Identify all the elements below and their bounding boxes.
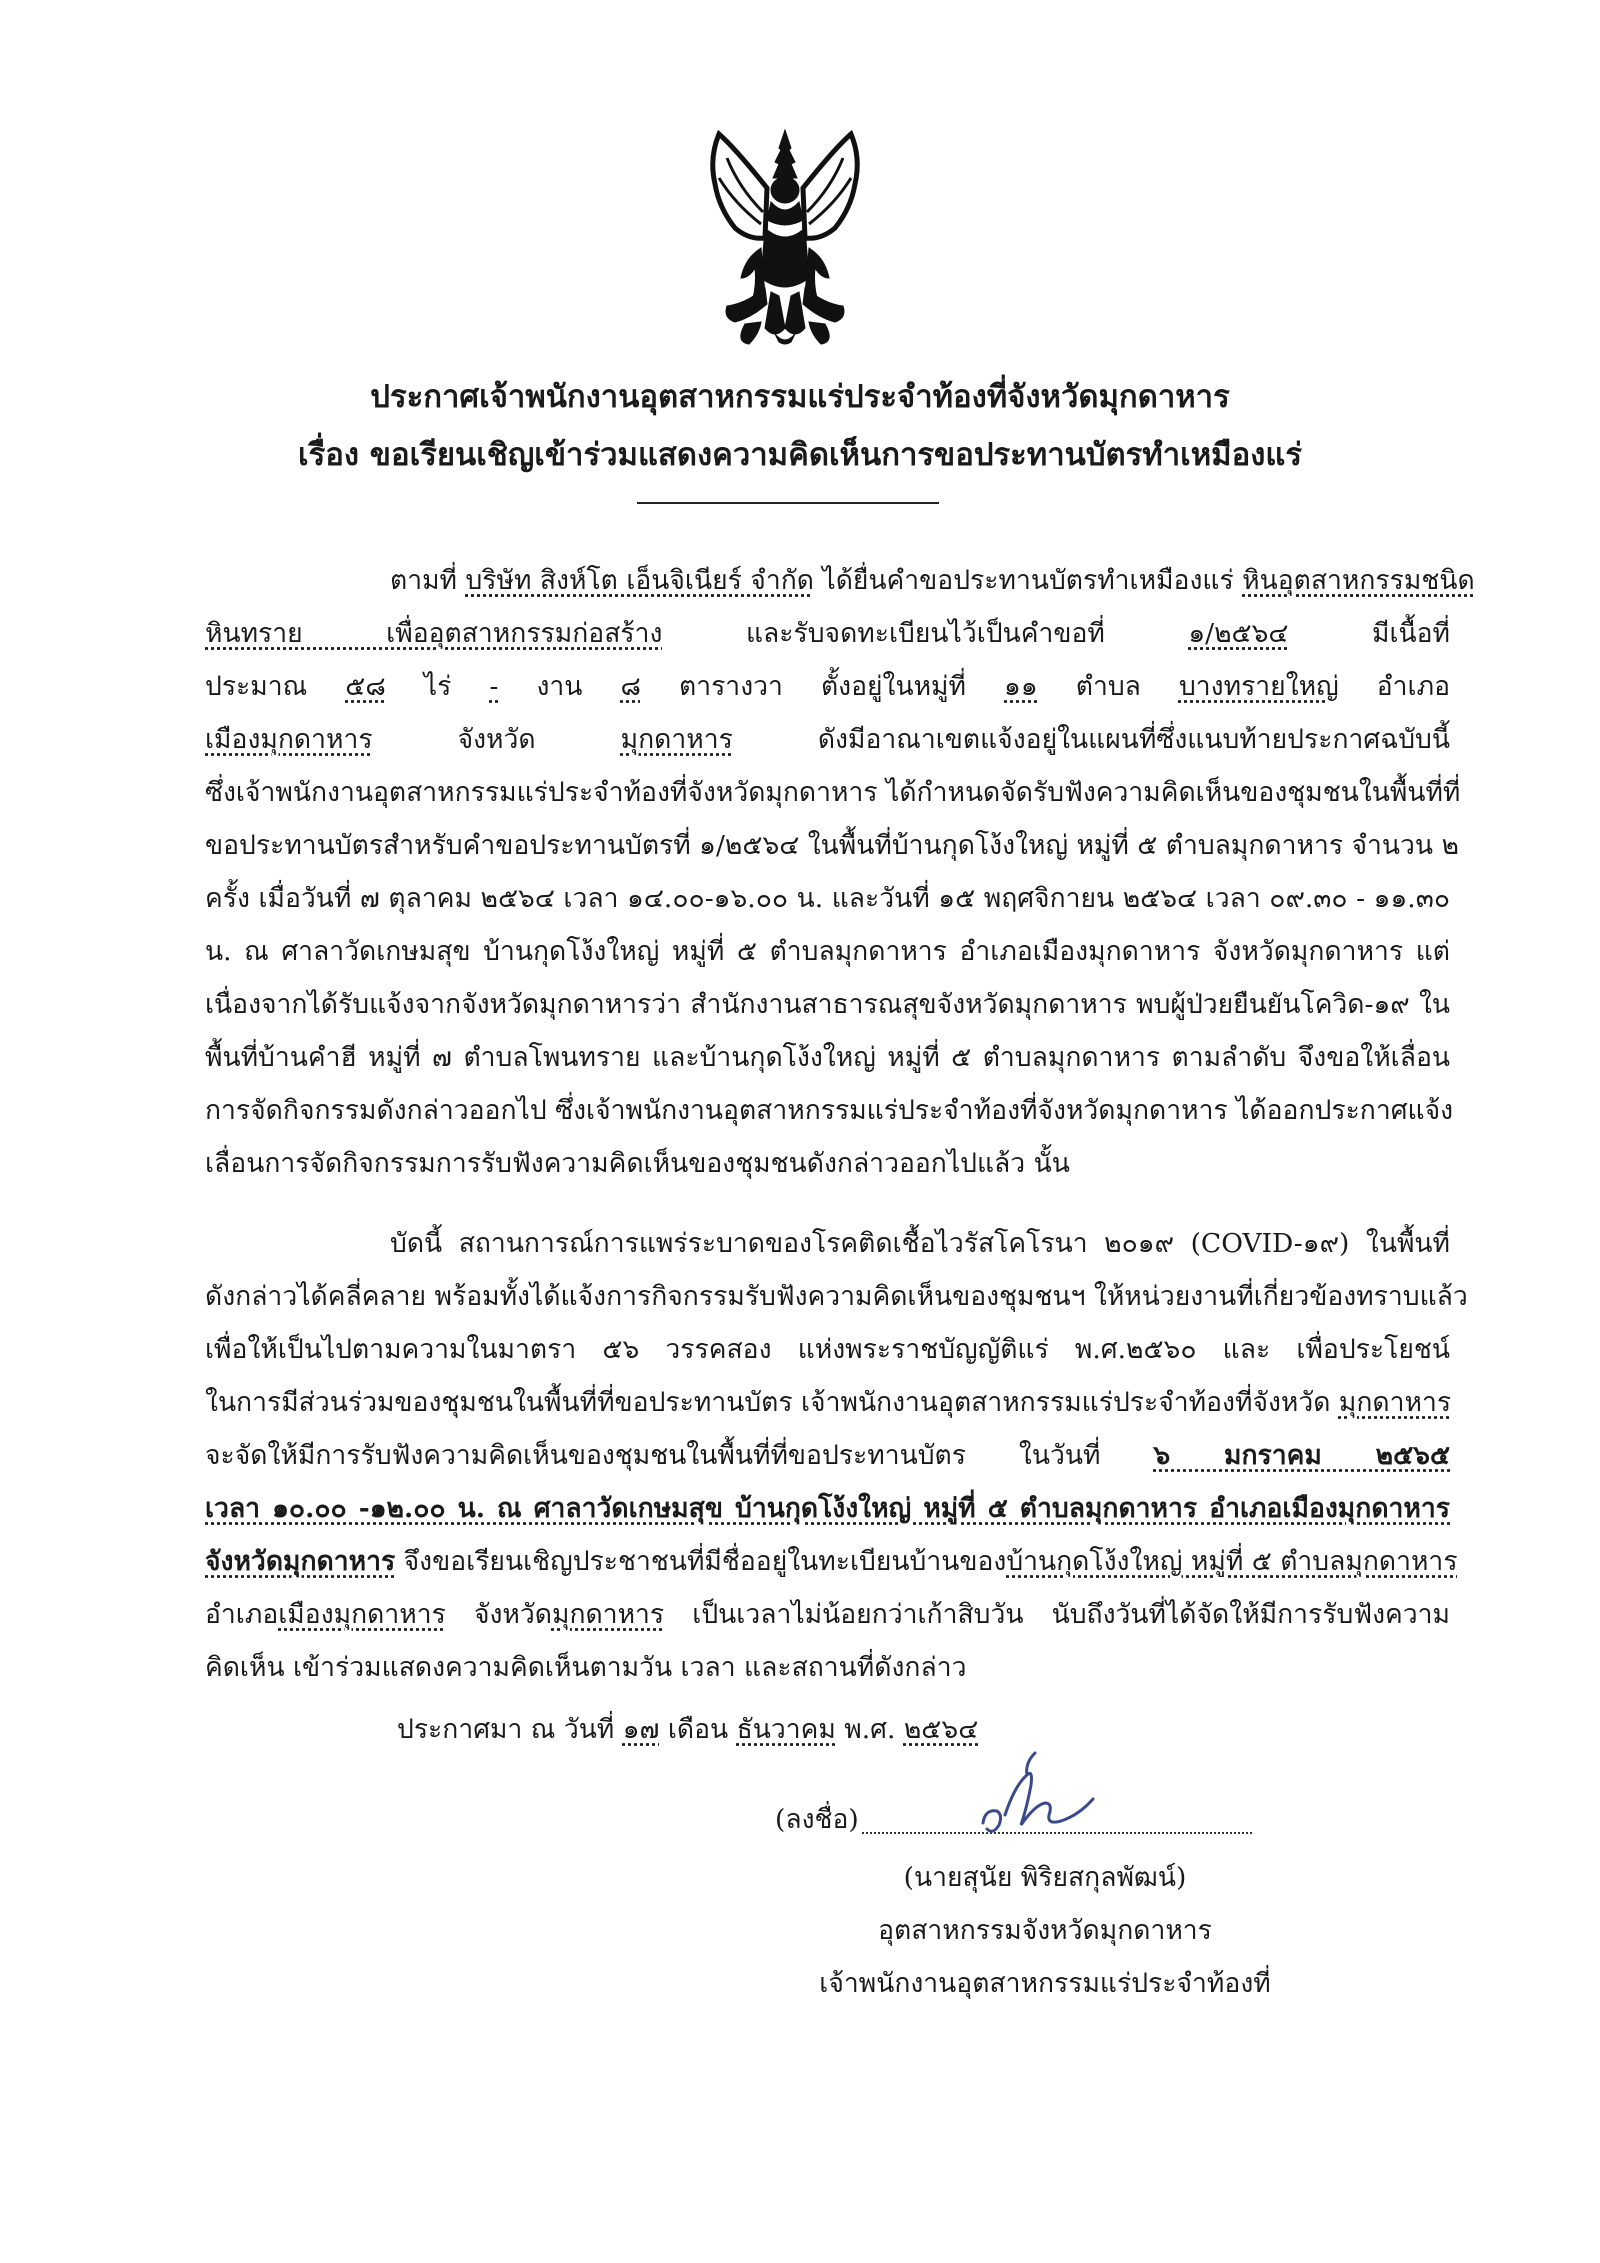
handwritten-signature — [975, 1745, 1125, 1845]
para1-line-10: พื้นที่บ้านคำฮี หมู่ที่ ๗ ตำบลโพนทราย และบ้านกุดโง้งใหญ่ หมู่ที่ ๕ ตำบลมุกดาหาร ตามลำดับ จึงขอให้เลื่อน — [205, 1042, 1450, 1073]
para1-line-3: ประมาณ ๕๘ ไร่ - งาน ๘ ตารางวา ตั้งอยู่ในหมู่ที่ ๑๑ ตำบล บางทรายใหญ่ อำเภอ — [205, 671, 1450, 702]
para1-line-5: ซึ่งเจ้าพนักงานอุตสาหกรรมแร่ประจำท้องที่จังหวัดมุกดาหาร ได้กำหนดจัดรับฟังความคิดเห็นของชุมชนในพื้นที่ที่ — [205, 777, 1461, 808]
para2-line-4: ในการมีส่วนร่วมของชุมชนในพื้นที่ที่ขอประทานบัตร เจ้าพนักงานอุตสาหกรรมแร่ประจำท้องที่จังหวัด มุกดาหาร — [205, 1387, 1452, 1418]
para1-line-11: การจัดกิจกรรมดังกล่าวออกไป ซึ่งเจ้าพนักงานอุตสาหกรรมแร่ประจำท้องที่จังหวัดมุกดาหาร ได้ออกประกาศแจ้ง — [205, 1095, 1454, 1126]
para2-line-1: บัดนี้ สถานการณ์การแพร่ระบาดของโรคติดเชื้อไวรัสโคโรนา ๒๐๑๙ (COVID-๑๙) ในพื้นที่ — [390, 1228, 1450, 1259]
para1-line-12: เลื่อนการจัดกิจกรรมการรับฟังความคิดเห็นของชุมชนดังกล่าวออกไปแล้ว นั้น — [205, 1148, 1070, 1179]
para2-line-6: เวลา ๑๐.๐๐ -๑๒.๐๐ น. ณ ศาลาวัดเกษมสุข บ้านกุดโง้งใหญ่ หมู่ที่ ๕ ตำบลมุกดาหาร อำเภอเมืองมุกดาหาร — [205, 1493, 1450, 1524]
announcement-subject: เรื่อง ขอเรียนเชิญเข้าร่วมแสดงความคิดเห็นการขอประทานบัตรทำเหมืองแร่ — [298, 437, 1302, 473]
announcement-date: ประกาศมา ณ วันที่ ๑๗ เดือน ธันวาคม พ.ศ. ๒๕๖๔ — [397, 1714, 979, 1745]
para1-line-1: ตามที่ บริษัท สิงห์โต เอ็นจิเนียร์ จำกัด ได้ยื่นคำขอประทานบัตรทำเหมืองแร่ หินอุตสาหกรรมชนิด — [390, 565, 1475, 596]
signature-label: (ลงชื่อ) — [775, 1804, 859, 1835]
para2-line-2: ดังกล่าวได้คลี่คลาย พร้อมทั้งได้แจ้งการกิจกรรมรับฟังความคิดเห็นของชุมชนฯ ให้หน่วยงานที่เกี่ยวข้องทราบแล้ว — [205, 1281, 1468, 1312]
garuda-emblem-icon — [705, 128, 865, 346]
signer-name: (นายสุนัย พิริยสกุลพัฒน์) — [903, 1862, 1187, 1893]
signer-position-2: เจ้าพนักงานอุตสาหกรรมแร่ประจำท้องที่ — [819, 1968, 1271, 1999]
para1-line-7: ครั้ง เมื่อวันที่ ๗ ตุลาคม ๒๕๖๔ เวลา ๑๔.๐๐-๑๖.๐๐ น. และวันที่ ๑๕ พฤศจิกายน ๒๕๖๔ เวลา ๐๙.๓๐ - ๑๑.๓๐ — [205, 883, 1450, 914]
para1-line-8: น. ณ ศาลาวัดเกษมสุข บ้านกุดโง้งใหญ่ หมู่ที่ ๕ ตำบลมุกดาหาร อำเภอเมืองมุกดาหาร จังหวัดมุกดาหาร แต่ — [205, 936, 1450, 967]
signer-position-1: อุตสาหกรรมจังหวัดมุกดาหาร — [878, 1915, 1212, 1946]
para1-line-2: หินทราย เพื่ออุตสาหกรรมก่อสร้าง และรับจดทะเบียนไว้เป็นคำขอที่ ๑/๒๕๖๔ มีเนื้อที่ — [205, 618, 1451, 649]
para2-line-8: อำเภอเมืองมุกดาหาร จังหวัดมุกดาหาร เป็นเวลาไม่น้อยกว่าเก้าสิบวัน นับถึงวันที่ได้จัดให้มีการรับฟังความ — [205, 1599, 1450, 1630]
announce-month: ธันวาคม — [736, 1714, 836, 1745]
announce-year: ๒๕๖๔ — [903, 1714, 979, 1745]
para1-line-9: เนื่องจากได้รับแจ้งจากจังหวัดมุกดาหารว่า สำนักงานสาธารณสุขจังหวัดมุกดาหาร พบผู้ป่วยยืนยันโควิด-๑๙ ใน — [205, 989, 1450, 1020]
para1-line-6: ขอประทานบัตรสำหรับคำขอประทานบัตรที่ ๑/๒๕๖๔ ในพื้นที่บ้านกุดโง้งใหญ่ หมู่ที่ ๕ ตำบลมุกดาหาร จำนวน ๒ — [205, 830, 1459, 861]
para2-line-5: จะจัดให้มีการรับฟังความคิดเห็นของชุมชนในพื้นที่ที่ขอประทานบัตร ในวันที่ ๖ มกราคม ๒๕๖๕ — [205, 1440, 1450, 1471]
announcement-title: ประกาศเจ้าพนักงานอุตสาหกรรมแร่ประจำท้องที่จังหวัดมุกดาหาร — [370, 379, 1230, 415]
announce-day: ๑๗ — [622, 1714, 660, 1745]
title-divider — [637, 502, 939, 504]
para2-line-9: คิดเห็น เข้าร่วมแสดงความคิดเห็นตามวัน เวลา และสถานที่ดังกล่าว — [205, 1652, 967, 1683]
para1-line-4: เมืองมุกดาหาร จังหวัด มุกดาหาร ดังมีอาณาเขตแจ้งอยู่ในแผนที่ซึ่งแนบท้ายประกาศฉบับนี้ — [205, 724, 1450, 755]
para2-line-7: จังหวัดมุกดาหาร จึงขอเรียนเชิญประชาชนที่มีชื่ออยู่ในทะเบียนบ้านของบ้านกุดโง้งใหญ่ หมู่ที่ ๕ ตำบลมุกดาหาร — [205, 1546, 1458, 1577]
para2-line-3: เพื่อให้เป็นไปตามความในมาตรา ๕๖ วรรคสอง แห่งพระราชบัญญัติแร่ พ.ศ.๒๕๖๐ และ เพื่อประโยชน์ — [205, 1334, 1450, 1365]
